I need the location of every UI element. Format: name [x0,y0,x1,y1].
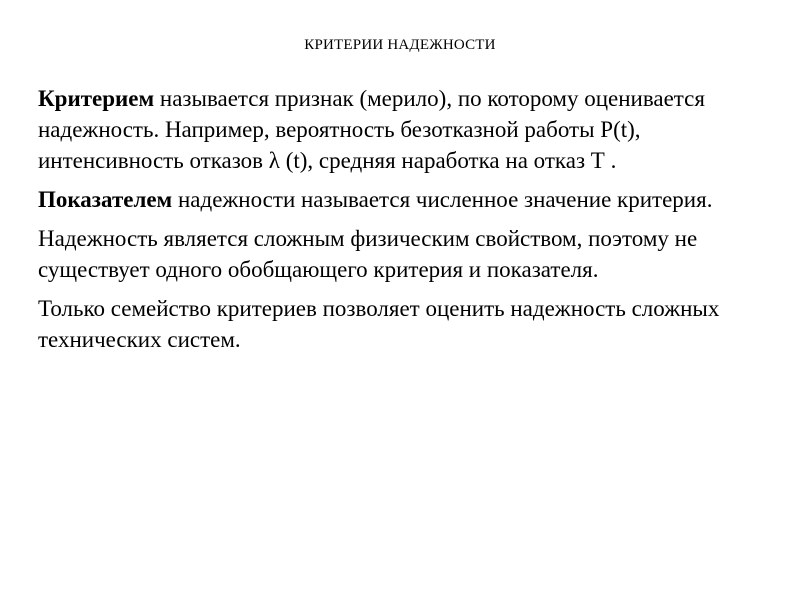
paragraph-text: надежности называется численное значение критерия. [172,187,713,212]
term-criterion: Критерием [38,86,155,111]
paragraph-reliability-complexity [38,223,783,285]
slide-title: КРИТЕРИИ НАДЕЖНОСТИ [304,37,496,53]
paragraph-indicator-definition [38,184,783,215]
paragraph-text: Надежность является сложным физическим свойством, поэтому не существует одного обобщающего критерия и показателя. [38,226,698,282]
slide-body [38,83,783,363]
paragraph-text: Только семейство критериев позволяет оценить надежность сложных технических систем. [38,296,720,352]
paragraph-criteria-family [38,293,783,355]
term-indicator: Показателем [38,187,173,212]
paragraph-text: называется признак (мерило), по которому оценивается надежность. Например, вероятность безотказной работы P(t), интенсивность отказов λ (t), средняя наработка на отказ Т . [38,86,705,173]
paragraph-criterion-definition [38,83,783,176]
